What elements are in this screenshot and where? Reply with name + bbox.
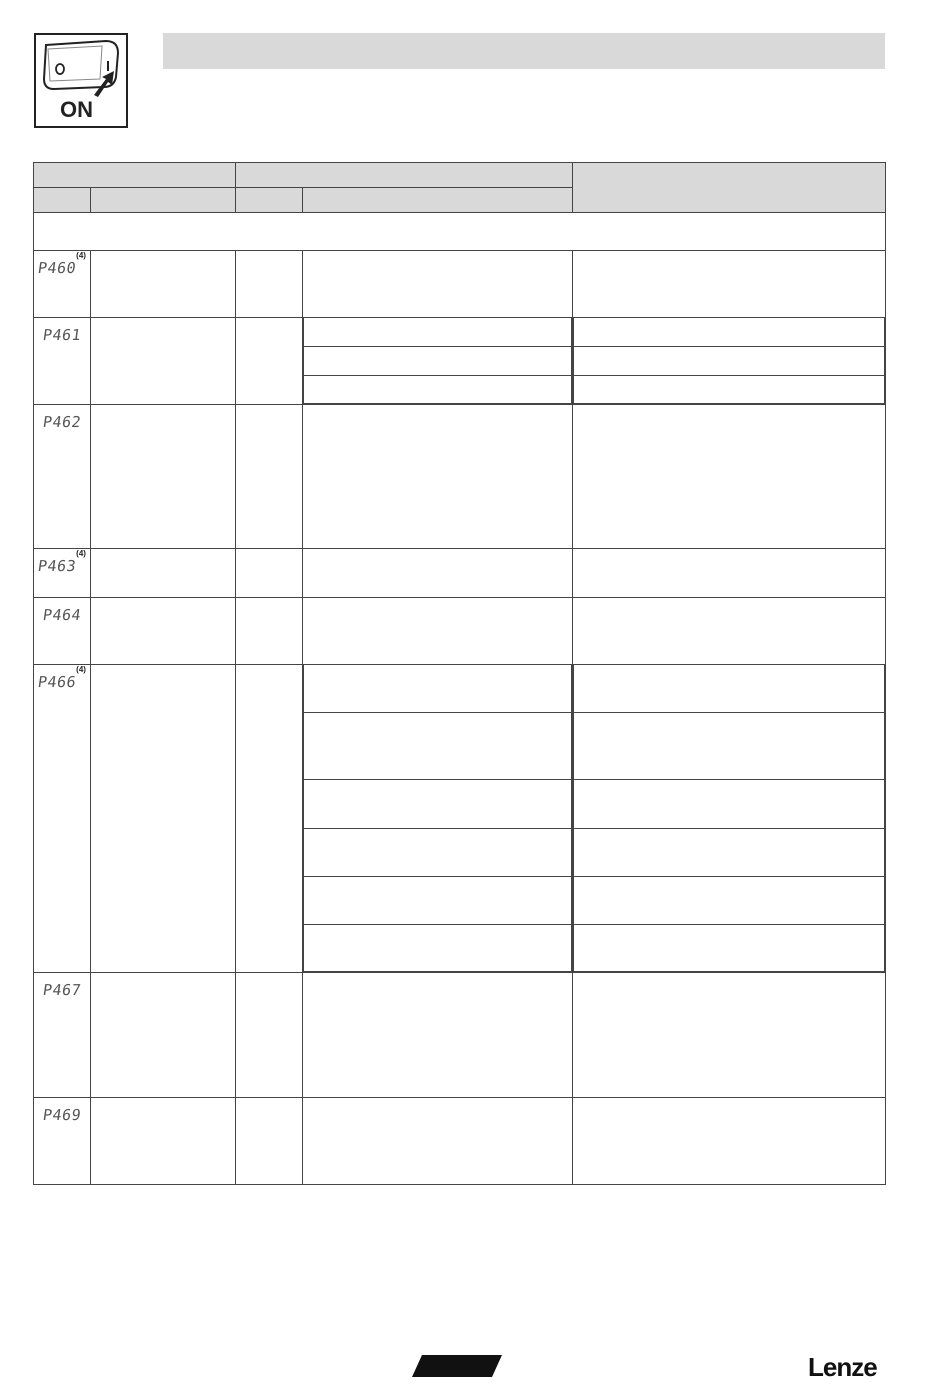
power-on-switch-icon [34,33,128,128]
parameter-code: P461 [34,318,91,405]
header-setting-group [236,163,573,188]
on-label: ON [60,97,93,122]
header-code-number [34,188,91,213]
table-row [34,1098,886,1185]
parameter-code: P469 [34,1098,91,1185]
parameter-code: P464 [34,598,91,665]
header-note [573,163,886,213]
table-row [34,549,886,598]
table-row [34,665,886,973]
parameter-code: P460$^{(4)}$ [34,251,91,318]
lenze-logo: Lenze [808,1352,877,1382]
table-row [34,405,886,549]
parameter-code: P466$^{(4)}$ [34,665,91,973]
header-code-group [34,163,236,188]
section-title-row [34,213,886,251]
table-row [34,318,886,405]
table-row [34,251,886,318]
page-header-bar [163,33,885,69]
table-row [34,598,886,665]
header-selection [303,188,573,213]
table-row [34,973,886,1098]
parameter-code: P463$^{(4)}$ [34,549,91,598]
header-code-name [91,188,236,213]
parameter-table [33,162,886,1185]
parameter-code: P467 [34,973,91,1098]
page-number-tab [412,1355,502,1377]
header-default [236,188,303,213]
parameter-code: P462 [34,405,91,549]
